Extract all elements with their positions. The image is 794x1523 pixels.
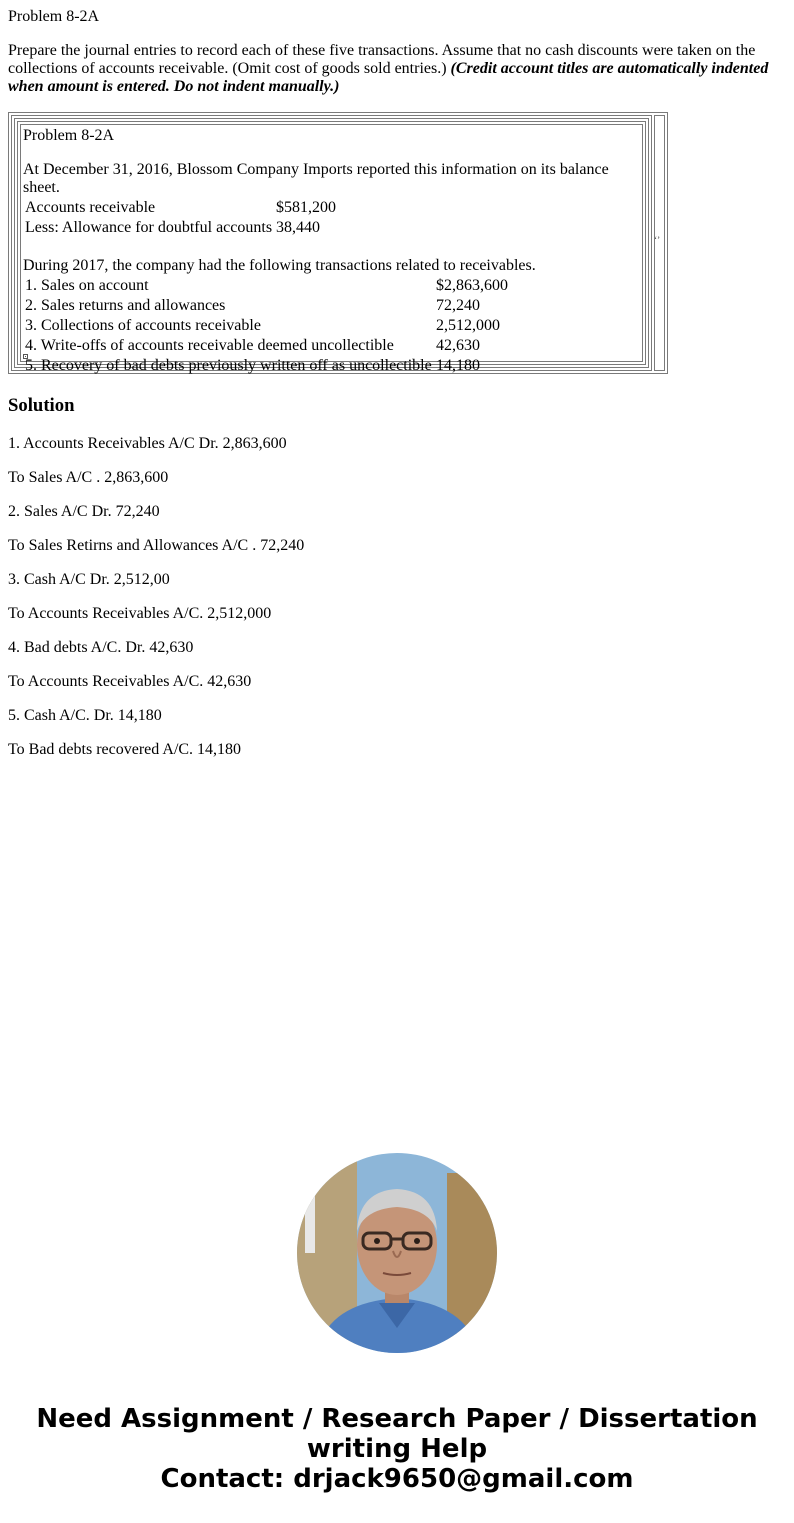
solution-line: To Sales A/C . 2,863,600: [8, 469, 169, 486]
content: [0, 0, 794, 759]
problem-instructions: [8, 42, 786, 96]
cell-label: Accounts receivable: [25, 199, 156, 216]
tick-mark-icon: ‘’: [654, 235, 661, 245]
instructions-text: Prepare the journal entries to record each of these five transactions. Assume that no cash discounts were taken on the collections of accounts receivable. (Omit cost of goods sold entries.): [8, 42, 756, 77]
transactions-table: [23, 275, 510, 377]
solution-heading: Solution: [8, 395, 75, 416]
banner-line: writing Help: [306, 1434, 488, 1464]
table-row: [25, 199, 336, 217]
cell-value: $581,200: [276, 199, 336, 216]
solution-line: To Accounts Receivables A/C. 2,512,000: [8, 605, 272, 622]
cell-value: 38,440: [276, 219, 320, 236]
cell-label: 5. Recovery of bad debts previously written off as uncollectible: [25, 357, 432, 374]
cell-label: 2. Sales returns and allowances: [25, 297, 226, 314]
banner-line: Need Assignment / Research Paper / Dissertation: [36, 1404, 758, 1434]
cell-label: 3. Collections of accounts receivable: [25, 317, 261, 334]
cell-value: $2,863,600: [436, 277, 508, 294]
instructions-note: (Credit account titles are automatically indented when amount is entered. Do not indent manually.): [8, 60, 769, 95]
solution-line: 2. Sales A/C Dr. 72,240: [8, 503, 160, 520]
cell-value: 42,630: [436, 337, 480, 354]
table-title: Problem 8-2A: [23, 127, 115, 144]
problem-table: [20, 124, 643, 374]
cell-label: Less: Allowance for doubtful accounts: [25, 219, 273, 236]
solution-line: To Sales Retirns and Allowances A/C . 72,240: [8, 537, 305, 554]
solution-line: 4. Bad debts A/C. Dr. 42,630: [8, 639, 194, 656]
cell-label: 1. Sales on account: [25, 277, 149, 294]
balance-sheet-table: [23, 197, 338, 239]
table-row: [25, 277, 508, 295]
solution-line: To Accounts Receivables A/C. 42,630: [8, 673, 252, 690]
solution-list: [8, 435, 786, 759]
contact-banner: [0, 1404, 794, 1494]
solution-line: 1. Accounts Receivables A/C Dr. 2,863,600: [8, 435, 287, 452]
table-intro: At December 31, 2016, Blossom Company Imports reported this information on its balance sheet.: [23, 161, 609, 196]
table-row: [25, 297, 508, 315]
cell-value: 2,512,000: [436, 317, 500, 334]
cell-label: 4. Write-offs of accounts receivable deemed uncollectible: [25, 337, 394, 354]
solution-line: To Bad debts recovered A/C. 14,180: [8, 741, 242, 758]
broken-image-icon: [23, 354, 28, 359]
cell-value: 14,180: [436, 357, 480, 374]
transactions-intro: During 2017, the company had the following transactions related to receivables.: [23, 257, 536, 274]
table-row: [25, 219, 336, 237]
side-cell: [654, 115, 665, 371]
problem-table-frame: [8, 112, 668, 374]
avatar-portrait-icon: [297, 1153, 497, 1353]
table-row: [25, 357, 508, 375]
table-row: [25, 317, 508, 335]
banner-contact: Contact: drjack9650@gmail.com: [160, 1464, 634, 1494]
avatar: [297, 1153, 497, 1353]
cell-value: 72,240: [436, 297, 480, 314]
table-row: [25, 337, 508, 355]
solution-line: 3. Cash A/C Dr. 2,512,00: [8, 571, 170, 588]
problem-title: Problem 8-2A: [8, 8, 100, 25]
solution-line: 5. Cash A/C. Dr. 14,180: [8, 707, 162, 724]
